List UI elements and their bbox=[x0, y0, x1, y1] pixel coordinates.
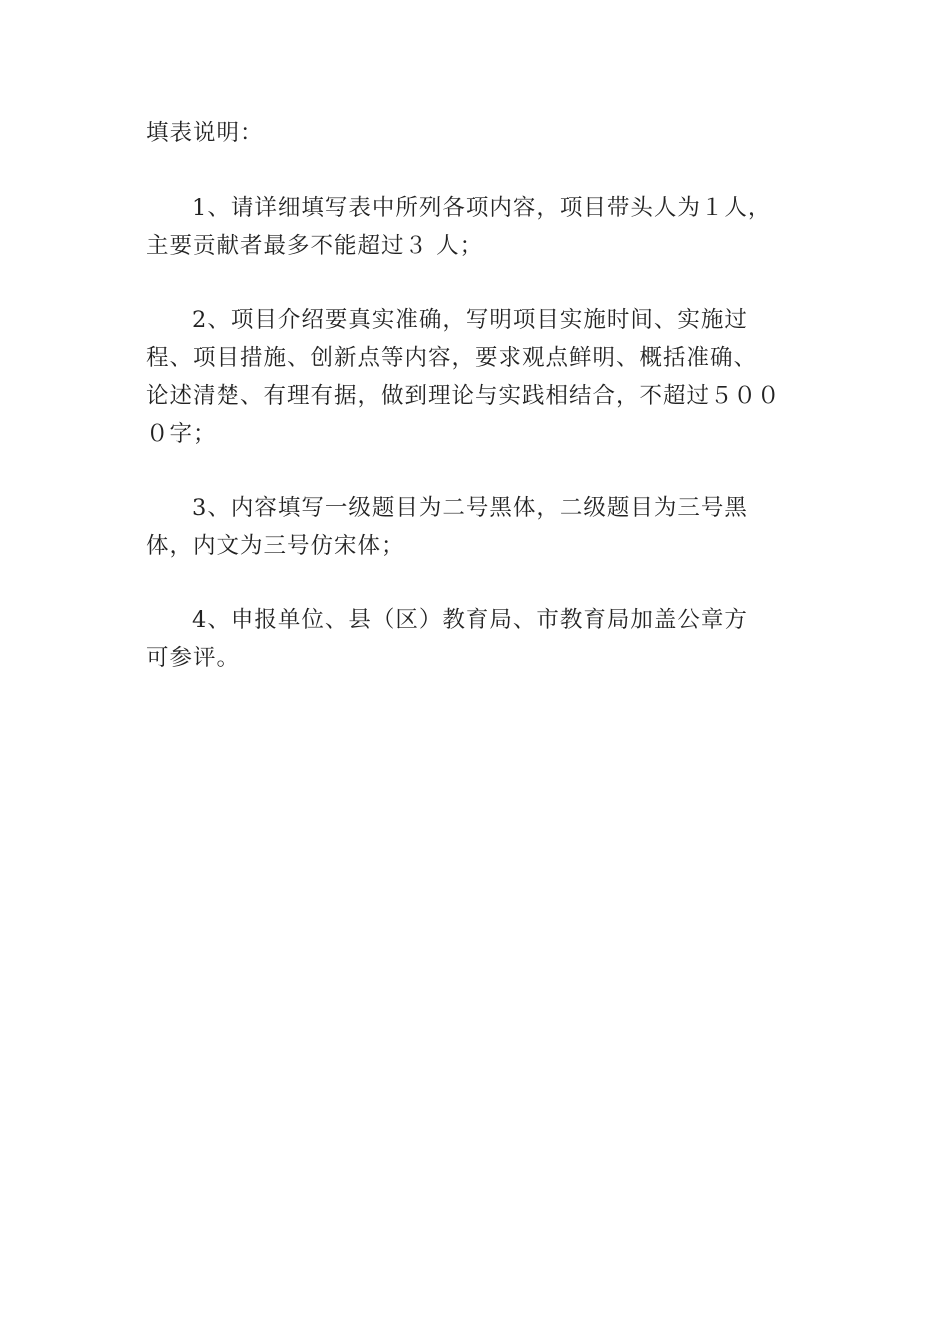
instruction-line: 程、项目措施、创新点等内容，要求观点鲜明、概括准确、 bbox=[146, 345, 758, 371]
instruction-line: 论述清楚、有理有据，做到理论与实践相结合，不超过５００ bbox=[146, 383, 781, 409]
instruction-line: 4、申报单位、县（区）教育局、市教育局加盖公章方 bbox=[192, 607, 748, 633]
instruction-item-1 bbox=[146, 189, 806, 265]
instruction-line: 体，内文为三号仿宋体； bbox=[146, 533, 405, 559]
instructions-body bbox=[146, 114, 806, 713]
instruction-line: 2、项目介绍要真实准确，写明项目实施时间、实施过 bbox=[192, 307, 748, 333]
instruction-item-3 bbox=[146, 489, 806, 565]
instruction-line: 主要贡献者最多不能超过３ 人； bbox=[146, 233, 484, 259]
instruction-item-4 bbox=[146, 601, 806, 677]
instruction-line: 1、请详细填写表中所列各项内容，项目带头人为１人， bbox=[192, 195, 772, 221]
instruction-line: ０字； bbox=[146, 421, 217, 447]
instruction-item-2 bbox=[146, 301, 806, 453]
instruction-line: 3、内容填写一级题目为二号黑体，二级题目为三号黑 bbox=[192, 495, 748, 521]
instruction-line: 可参评。 bbox=[146, 645, 241, 671]
instructions-heading: 填表说明： bbox=[146, 120, 264, 146]
